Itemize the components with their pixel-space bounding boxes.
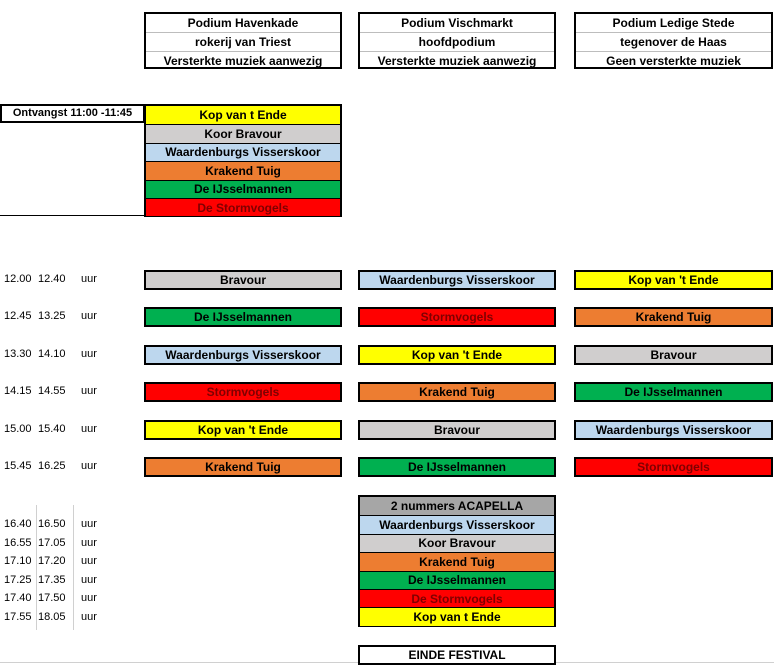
acapella-act: Koor Bravour bbox=[360, 534, 554, 552]
act-cell: Krakend Tuig bbox=[358, 382, 556, 402]
slot-start-time: 16.55 bbox=[4, 536, 32, 549]
act-cell: Stormvogels bbox=[358, 307, 556, 327]
reception-act: Waardenburgs Visserskoor bbox=[146, 143, 340, 161]
act-cell: Kop van 't Ende bbox=[574, 270, 773, 290]
stage-music: Versterkte muziek aanwezig bbox=[360, 51, 554, 70]
slot-end-time: 13.25 bbox=[38, 310, 66, 322]
reception-act: De Stormvogels bbox=[146, 198, 340, 216]
act-cell: Kop van 't Ende bbox=[358, 345, 556, 365]
slot-start-time: 17.40 bbox=[4, 592, 32, 605]
slot-end-time: 14.10 bbox=[38, 348, 66, 360]
slot-unit: uur bbox=[81, 423, 97, 435]
stage-header-havenkade bbox=[144, 12, 342, 69]
reception-list bbox=[144, 104, 342, 217]
stage-location: tegenover de Haas bbox=[576, 32, 771, 51]
act-cell: Stormvogels bbox=[144, 382, 342, 402]
slot-start-time: 15.00 bbox=[4, 423, 32, 435]
acapella-act: Krakend Tuig bbox=[360, 552, 554, 570]
stage-location: hoofdpodium bbox=[360, 32, 554, 51]
slot-end-time: 16.50 bbox=[38, 518, 66, 530]
slot-unit: uur bbox=[81, 310, 97, 322]
act-cell: De IJsselmannen bbox=[358, 457, 556, 477]
reception-act: Kop van t Ende bbox=[146, 106, 340, 124]
stage-header-vischmarkt bbox=[358, 12, 556, 69]
slot-unit: uur bbox=[81, 592, 97, 605]
act-cell: Kop van 't Ende bbox=[144, 420, 342, 440]
reception-label: Ontvangst 11:00 -11:45 bbox=[0, 104, 145, 123]
slot-end-time: 15.40 bbox=[38, 423, 66, 435]
slot-start-time: 14.15 bbox=[4, 385, 32, 397]
slot-unit: uur bbox=[81, 555, 97, 568]
reception-act: Koor Bravour bbox=[146, 124, 340, 142]
acapella-act: Kop van t Ende bbox=[360, 607, 554, 625]
act-cell: Bravour bbox=[144, 270, 342, 290]
gridline bbox=[73, 505, 74, 630]
acapella-act: De IJsselmannen bbox=[360, 571, 554, 589]
slot-start-time: 16.40 bbox=[4, 518, 32, 530]
act-cell: Waardenburgs Visserskoor bbox=[358, 270, 556, 290]
slot-end-time: 17.35 bbox=[38, 573, 66, 586]
act-cell: De IJsselmannen bbox=[144, 307, 342, 327]
slot-end-time: 16.25 bbox=[38, 460, 66, 472]
stage-name: Podium Havenkade bbox=[187, 16, 299, 30]
slot-unit: uur bbox=[81, 611, 97, 623]
slot-start-time: 17.25 bbox=[4, 573, 32, 586]
acapella-list bbox=[358, 495, 556, 627]
slot-unit: uur bbox=[81, 536, 97, 549]
slot-unit: uur bbox=[81, 460, 97, 472]
end-festival-label: EINDE FESTIVAL bbox=[358, 645, 556, 665]
reception-act: De IJsselmannen bbox=[146, 180, 340, 198]
gridline bbox=[36, 505, 37, 630]
slot-end-time: 14.55 bbox=[38, 385, 66, 397]
stage-name: Podium Ledige Stede bbox=[612, 16, 735, 30]
slot-unit: uur bbox=[81, 348, 97, 360]
act-cell: Bravour bbox=[574, 345, 773, 365]
acapella-act: Waardenburgs Visserskoor bbox=[360, 515, 554, 533]
stage-name: Podium Vischmarkt bbox=[401, 16, 513, 30]
act-cell: Stormvogels bbox=[574, 457, 773, 477]
act-cell: Krakend Tuig bbox=[144, 457, 342, 477]
slot-unit: uur bbox=[81, 518, 97, 530]
act-cell: Waardenburgs Visserskoor bbox=[574, 420, 773, 440]
acapella-title: 2 nummers ACAPELLA bbox=[360, 497, 554, 515]
acapella-act: De Stormvogels bbox=[360, 589, 554, 607]
act-cell: De IJsselmannen bbox=[574, 382, 773, 402]
slot-start-time: 15.45 bbox=[4, 460, 32, 472]
stage-music: Geen versterkte muziek bbox=[576, 51, 771, 70]
slot-start-time: 12.45 bbox=[4, 310, 32, 322]
slot-end-time: 17.05 bbox=[38, 536, 66, 549]
slot-start-time: 17.10 bbox=[4, 555, 32, 568]
slot-end-time: 18.05 bbox=[38, 611, 66, 623]
slot-end-time: 12.40 bbox=[38, 273, 66, 285]
act-cell: Waardenburgs Visserskoor bbox=[144, 345, 342, 365]
stage-header-ledige-stede bbox=[574, 12, 773, 69]
reception-act: Krakend Tuig bbox=[146, 161, 340, 179]
slot-start-time: 13.30 bbox=[4, 348, 32, 360]
stage-location: rokerij van Triest bbox=[146, 32, 340, 51]
slot-unit: uur bbox=[81, 573, 97, 586]
slot-unit: uur bbox=[81, 273, 97, 285]
act-cell: Krakend Tuig bbox=[574, 307, 773, 327]
slot-end-time: 17.50 bbox=[38, 592, 66, 605]
slot-start-time: 12.00 bbox=[4, 273, 32, 285]
slot-start-time: 17.55 bbox=[4, 611, 32, 623]
slot-unit: uur bbox=[81, 385, 97, 397]
act-cell: Bravour bbox=[358, 420, 556, 440]
slot-end-time: 17.20 bbox=[38, 555, 66, 568]
stage-music: Versterkte muziek aanwezig bbox=[146, 51, 340, 70]
